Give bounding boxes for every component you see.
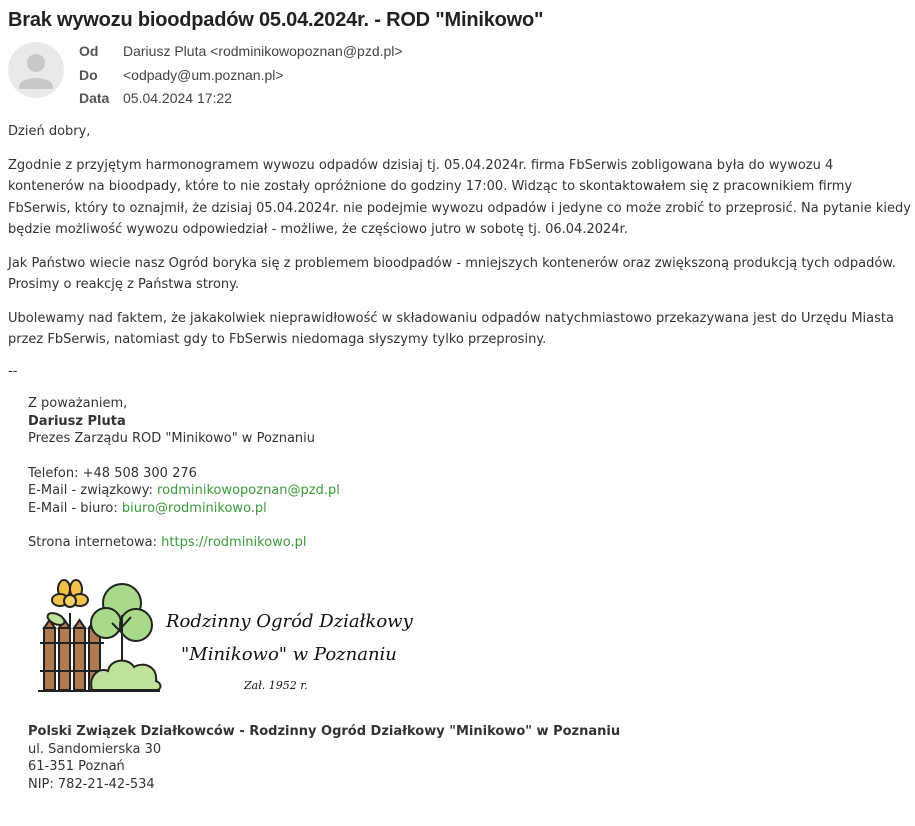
logo-line-2: "Minikowo" w Poznaniu (181, 644, 397, 665)
garden-logo (36, 575, 416, 697)
email-body (8, 121, 913, 382)
signature-email-office (28, 500, 340, 518)
signature-separator: -- (8, 363, 18, 379)
body-paragraph-3: Ubolewamy nad faktem, że jakakolwiek nieprawidłowość w składowaniu odpadów natychmiastowo przekazywana jest do Urzędu Miasta przez FbSerwis, natomiast gdy to FbSerwis niedomaga słyszymy tylko przeprosiny. (8, 310, 894, 347)
footer-nip: NIP: 782-21-42-534 (28, 776, 155, 792)
signature-closing: Z poważaniem, (28, 396, 128, 411)
body-paragraph-2: Jak Państwo wiecie nasz Ogród boryka się z problemem bioodpadów - mniejszych kontenerów oraz zwiększoną produkcją tych odpadów. Prosimy o reakcję z Państwa strony. (8, 255, 896, 292)
email-office-label: E-Mail - biuro: (28, 500, 122, 516)
from-label: Od (79, 43, 99, 59)
email-union-link[interactable]: rodminikowopoznan@pzd.pl (157, 483, 340, 498)
date-label: Data (79, 90, 110, 106)
header-date-row (79, 90, 232, 106)
signature-phone: Telefon: +48 508 300 276 (28, 465, 197, 481)
signature-role: Prezes Zarządu ROD "Minikowo" w Poznaniu (28, 431, 316, 446)
footer-org: Polski Związek Działkowców - Rodzinny Ogród Działkowy "Minikowo" w Poznaniu (28, 724, 621, 739)
header-to-row (79, 67, 284, 83)
signature-email-union (28, 482, 340, 500)
footer-street: ul. Sandomierska 30 (28, 741, 162, 757)
body-paragraph-1: Zgodnie z przyjętym harmonogramem wywozu odpadów dzisiaj tj. 05.04.2024r. firma FbSerwis zobligowana była do wywozu 4 kontenerów na bioodpady, które to nie zostały opróżnione do godziny 17:00. Widząc to skontaktowałem się z pracownikiem firmy FbSerwis, który to oznajmił, że dzisiaj 05.04.2024r. nie podejmie wywozu odpadów i jedyne co może zrobić to przeprosić. Na pytanie kiedy będzie możliwość wywozu odpowiedział - możliwe, że częściowo jutro w sobotę tj. 06.04.2024r. (8, 157, 911, 237)
header-from-row (79, 43, 403, 59)
email-office-link[interactable]: biuro@rodminikowo.pl (121, 500, 267, 516)
logo-line-1: Rodzinny Ogród Działkowy (166, 611, 413, 632)
email-subject: Brak wywozu bioodpadów 05.04.2024r. - ROD "Minikowo" (8, 9, 544, 31)
signature-block (28, 395, 340, 552)
email-union-label: E-Mail - związkowy: (28, 483, 158, 498)
to-value[interactable]: <odpady@um.poznan.pl> (123, 67, 284, 83)
from-value[interactable]: Dariusz Pluta <rodminikowopoznan@pzd.pl> (123, 43, 403, 59)
footer-city: 61-351 Poznań (28, 759, 125, 774)
footer-block (28, 723, 620, 793)
logo-line-3: Zał. 1952 r. (244, 679, 308, 692)
date-value: 05.04.2024 17:22 (123, 90, 232, 106)
signature-name: Dariusz Pluta (28, 413, 126, 429)
sender-avatar (8, 42, 64, 98)
website-link[interactable]: https://rodminikowo.pl (161, 535, 307, 550)
person-icon (8, 42, 64, 98)
to-label: Do (79, 67, 98, 83)
signature-website (28, 534, 340, 552)
greeting: Dzień dobry, (8, 124, 91, 139)
website-label: Strona internetowa: (28, 535, 162, 550)
